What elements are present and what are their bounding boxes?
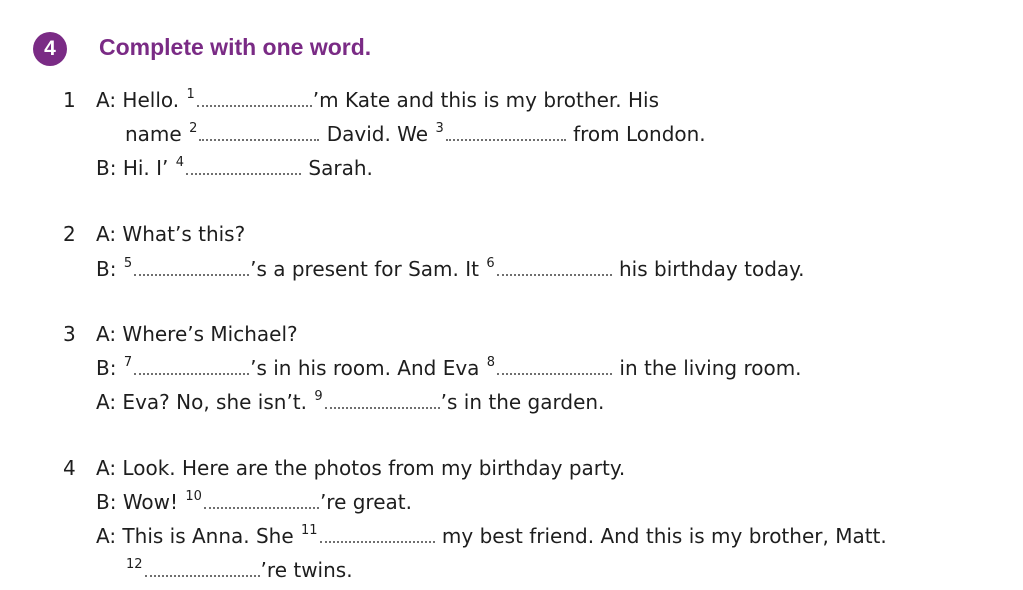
line-text: from London. [566,122,706,146]
dialogue-number: 4 [63,456,76,480]
line-text: A: Hello. [96,88,186,112]
gap-number: 5 [123,256,133,271]
answer-blank[interactable] [497,268,612,276]
answer-blank[interactable] [186,167,301,175]
answer-blank[interactable] [446,133,566,141]
dialogue-number: 3 [63,322,76,346]
line-text: David. We [320,122,435,146]
line-text: ’m Kate and this is my brother. His [312,88,659,112]
answer-blank[interactable] [497,367,612,375]
dialogue-line [125,558,353,586]
answer-blank[interactable] [320,535,435,543]
answer-blank[interactable] [199,133,319,141]
line-text: my best friend. And this is my brother, Matt. [435,524,887,548]
line-text: A: Where’s Michael? [96,322,298,346]
line-text: name [125,122,189,146]
dialogue-line [125,122,706,150]
line-text: ’s a present for Sam. It [250,257,486,281]
answer-blank[interactable] [325,401,440,409]
dialogue-line [96,524,887,552]
dialogue-line [96,490,412,518]
line-text: A: This is Anna. She [96,524,301,548]
gap-number: 8 [486,355,496,370]
line-text: B: Hi. I’ [96,156,175,180]
answer-blank[interactable] [134,268,249,276]
exercise-number-badge: 4 [33,32,67,66]
gap-number: 2 [189,121,198,136]
dialogue-line [96,322,298,346]
dialogue-line [96,222,245,246]
dialogue-line [96,257,805,285]
answer-blank[interactable] [145,569,260,577]
dialogue-line [96,356,802,384]
dialogue-line [96,88,659,116]
line-text: his birthday today. [612,257,805,281]
answer-blank[interactable] [197,99,312,107]
line-text: B: [96,356,123,380]
gap-number: 7 [123,355,133,370]
line-text: B: [96,257,123,281]
gap-number: 3 [435,121,444,136]
dialogue-number: 1 [63,88,76,112]
answer-blank[interactable] [204,501,319,509]
dialogue-line [96,156,373,184]
exercise-instruction: Complete with one word. [99,34,372,60]
line-text: A: Look. Here are the photos from my birthday party. [96,456,626,480]
line-text: ’re twins. [260,558,353,582]
line-text: Sarah. [302,156,373,180]
gap-number: 6 [486,256,495,271]
gap-number: 1 [186,87,195,102]
line-text: B: Wow! [96,490,185,514]
dialogue-number: 2 [63,222,76,246]
line-text: in the living room. [613,356,802,380]
line-text: A: Eva? No, she isn’t. [96,390,314,414]
gap-number: 9 [314,389,323,404]
gap-number: 12 [126,557,143,572]
gap-number: 11 [301,523,318,538]
dialogue-line [96,390,604,418]
answer-blank[interactable] [134,367,249,375]
line-text: A: What’s this? [96,222,246,246]
line-text: ’s in his room. And Eva [250,356,486,380]
line-text: ’re great. [319,490,412,514]
gap-number: 10 [185,489,202,504]
gap-number: 4 [175,155,185,170]
line-text: ’s in the garden. [440,390,605,414]
dialogue-line [96,456,625,480]
